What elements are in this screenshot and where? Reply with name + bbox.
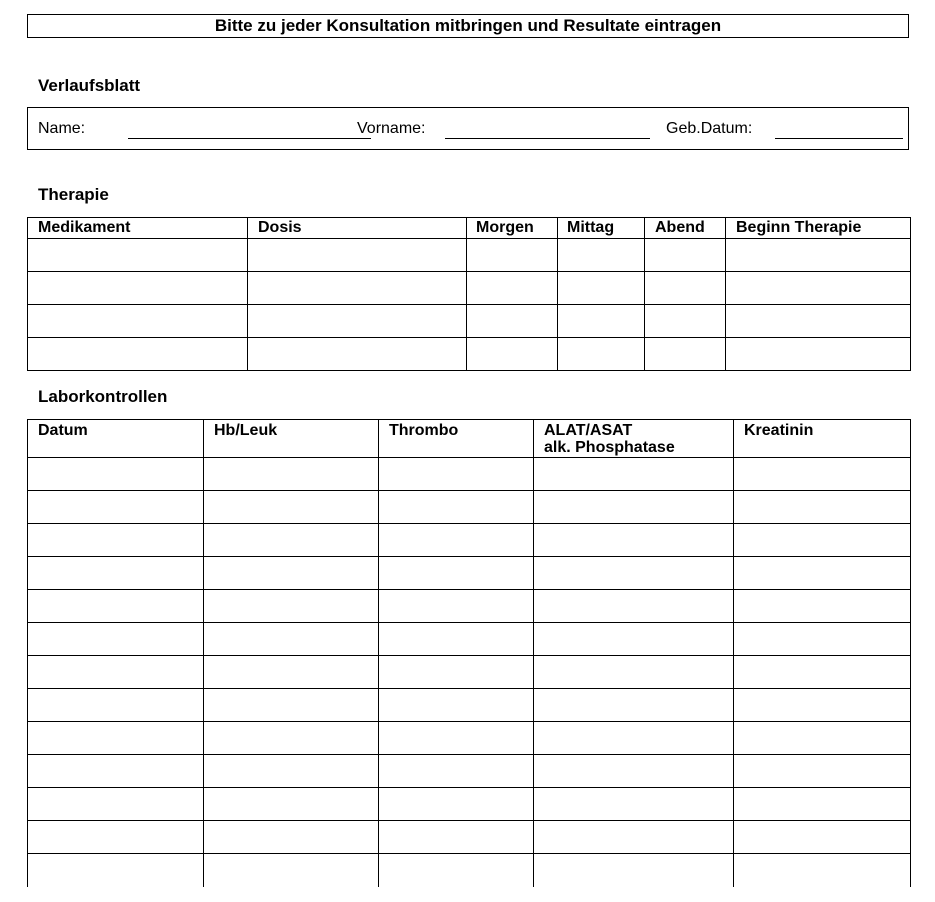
lab-row xyxy=(28,722,911,755)
lab-cell[interactable] xyxy=(28,524,204,557)
therapy-row xyxy=(28,272,911,305)
lab-cell[interactable] xyxy=(734,722,911,755)
col-beginn-therapie: Beginn Therapie xyxy=(726,218,911,239)
col-alat-asat-line1: ALAT/ASAT xyxy=(544,422,633,439)
lab-cell[interactable] xyxy=(204,623,379,656)
therapy-cell[interactable] xyxy=(467,272,558,305)
lab-cell[interactable] xyxy=(204,590,379,623)
lab-cell[interactable] xyxy=(28,821,204,854)
lab-cell[interactable] xyxy=(379,854,534,887)
lab-cell[interactable] xyxy=(534,821,734,854)
therapy-row xyxy=(28,239,911,272)
lab-cell[interactable] xyxy=(28,491,204,524)
col-morgen: Morgen xyxy=(467,218,558,239)
col-thrombo: Thrombo xyxy=(379,420,534,458)
lab-cell[interactable] xyxy=(534,755,734,788)
lab-cell[interactable] xyxy=(28,590,204,623)
lab-cell[interactable] xyxy=(379,458,534,491)
lab-row xyxy=(28,623,911,656)
therapy-cell[interactable] xyxy=(558,272,645,305)
lab-cell[interactable] xyxy=(204,491,379,524)
therapy-cell[interactable] xyxy=(248,305,467,338)
lab-cell[interactable] xyxy=(28,854,204,887)
lab-cell[interactable] xyxy=(379,722,534,755)
therapy-table xyxy=(27,217,911,371)
lab-cell[interactable] xyxy=(534,623,734,656)
vorname-field[interactable] xyxy=(445,138,650,139)
col-mittag: Mittag xyxy=(558,218,645,239)
lab-cell[interactable] xyxy=(204,854,379,887)
lab-cell[interactable] xyxy=(534,722,734,755)
col-medikament: Medikament xyxy=(28,218,248,239)
lab-cell[interactable] xyxy=(734,788,911,821)
lab-row xyxy=(28,491,911,524)
lab-cell[interactable] xyxy=(534,656,734,689)
lab-row xyxy=(28,590,911,623)
therapy-cell[interactable] xyxy=(558,305,645,338)
therapy-cell[interactable] xyxy=(248,272,467,305)
lab-row xyxy=(28,524,911,557)
instruction-banner: Bitte zu jeder Konsultation mitbringen und Resultate eintragen xyxy=(27,14,909,38)
lab-cell[interactable] xyxy=(734,755,911,788)
therapy-cell[interactable] xyxy=(28,338,248,371)
lab-cell[interactable] xyxy=(534,854,734,887)
lab-row xyxy=(28,557,911,590)
therapy-cell[interactable] xyxy=(248,239,467,272)
col-alat-asat xyxy=(534,420,734,458)
col-datum: Datum xyxy=(28,420,204,458)
lab-header-row xyxy=(28,420,911,458)
lab-cell[interactable] xyxy=(379,656,534,689)
therapy-cell[interactable] xyxy=(726,338,911,371)
lab-cell[interactable] xyxy=(734,590,911,623)
therapy-cell[interactable] xyxy=(645,305,726,338)
therapy-row xyxy=(28,305,911,338)
lab-cell[interactable] xyxy=(734,557,911,590)
lab-cell[interactable] xyxy=(379,623,534,656)
lab-cell[interactable] xyxy=(204,722,379,755)
lab-cell[interactable] xyxy=(204,755,379,788)
lab-cell[interactable] xyxy=(204,524,379,557)
lab-cell[interactable] xyxy=(379,755,534,788)
lab-cell[interactable] xyxy=(379,491,534,524)
col-abend: Abend xyxy=(645,218,726,239)
lab-cell[interactable] xyxy=(534,689,734,722)
lab-cell[interactable] xyxy=(28,557,204,590)
therapy-cell[interactable] xyxy=(248,338,467,371)
therapy-row xyxy=(28,338,911,371)
lab-cell[interactable] xyxy=(28,689,204,722)
therapy-header-row xyxy=(28,218,911,239)
lab-cell[interactable] xyxy=(734,524,911,557)
lab-cell[interactable] xyxy=(534,491,734,524)
gebdatum-label: Geb.Datum: xyxy=(666,120,753,137)
col-alat-asat-line2: alk. Phosphatase xyxy=(544,439,675,456)
lab-row xyxy=(28,755,911,788)
lab-table xyxy=(27,419,911,887)
therapy-cell[interactable] xyxy=(467,338,558,371)
lab-cell[interactable] xyxy=(734,491,911,524)
lab-cell[interactable] xyxy=(28,623,204,656)
lab-cell[interactable] xyxy=(379,788,534,821)
lab-cell[interactable] xyxy=(204,656,379,689)
lab-cell[interactable] xyxy=(204,689,379,722)
therapy-cell[interactable] xyxy=(28,239,248,272)
lab-row xyxy=(28,458,911,491)
lab-cell[interactable] xyxy=(534,557,734,590)
verlaufsblatt-heading: Verlaufsblatt xyxy=(38,76,141,95)
therapy-cell[interactable] xyxy=(467,305,558,338)
lab-cell[interactable] xyxy=(734,689,911,722)
lab-cell[interactable] xyxy=(734,656,911,689)
therapy-cell[interactable] xyxy=(726,305,911,338)
vorname-label: Vorname: xyxy=(357,120,426,137)
lab-cell[interactable] xyxy=(379,590,534,623)
name-field[interactable] xyxy=(128,138,371,139)
lab-cell[interactable] xyxy=(28,788,204,821)
therapy-cell[interactable] xyxy=(645,239,726,272)
lab-cell[interactable] xyxy=(28,656,204,689)
lab-row xyxy=(28,689,911,722)
col-hb-leuk: Hb/Leuk xyxy=(204,420,379,458)
therapy-cell[interactable] xyxy=(28,305,248,338)
gebdatum-field[interactable] xyxy=(775,138,903,139)
laborkontrollen-heading: Laborkontrollen xyxy=(38,387,168,406)
therapy-cell[interactable] xyxy=(726,272,911,305)
col-kreatinin: Kreatinin xyxy=(734,420,911,458)
lab-row xyxy=(28,656,911,689)
therapy-cell[interactable] xyxy=(467,239,558,272)
lab-row xyxy=(28,854,911,887)
lab-cell[interactable] xyxy=(734,458,911,491)
col-dosis: Dosis xyxy=(248,218,467,239)
patient-info-box xyxy=(27,107,909,150)
therapy-cell[interactable] xyxy=(726,239,911,272)
lab-cell[interactable] xyxy=(204,788,379,821)
lab-cell[interactable] xyxy=(204,458,379,491)
lab-cell[interactable] xyxy=(379,557,534,590)
lab-cell[interactable] xyxy=(28,755,204,788)
lab-cell[interactable] xyxy=(534,590,734,623)
lab-row xyxy=(28,821,911,854)
lab-cell[interactable] xyxy=(379,821,534,854)
lab-cell[interactable] xyxy=(379,689,534,722)
lab-cell[interactable] xyxy=(379,524,534,557)
lab-cell[interactable] xyxy=(734,623,911,656)
lab-cell[interactable] xyxy=(204,557,379,590)
lab-cell[interactable] xyxy=(204,821,379,854)
therapy-cell[interactable] xyxy=(645,338,726,371)
name-label: Name: xyxy=(38,120,86,137)
lab-cell[interactable] xyxy=(534,788,734,821)
lab-cell[interactable] xyxy=(734,854,911,887)
lab-row xyxy=(28,788,911,821)
therapy-cell[interactable] xyxy=(645,272,726,305)
therapie-heading: Therapie xyxy=(38,185,109,204)
lab-cell[interactable] xyxy=(534,458,734,491)
lab-cell[interactable] xyxy=(534,524,734,557)
therapy-cell[interactable] xyxy=(28,272,248,305)
lab-cell[interactable] xyxy=(734,821,911,854)
therapy-cell[interactable] xyxy=(558,338,645,371)
lab-cell[interactable] xyxy=(28,458,204,491)
lab-cell[interactable] xyxy=(28,722,204,755)
therapy-cell[interactable] xyxy=(558,239,645,272)
